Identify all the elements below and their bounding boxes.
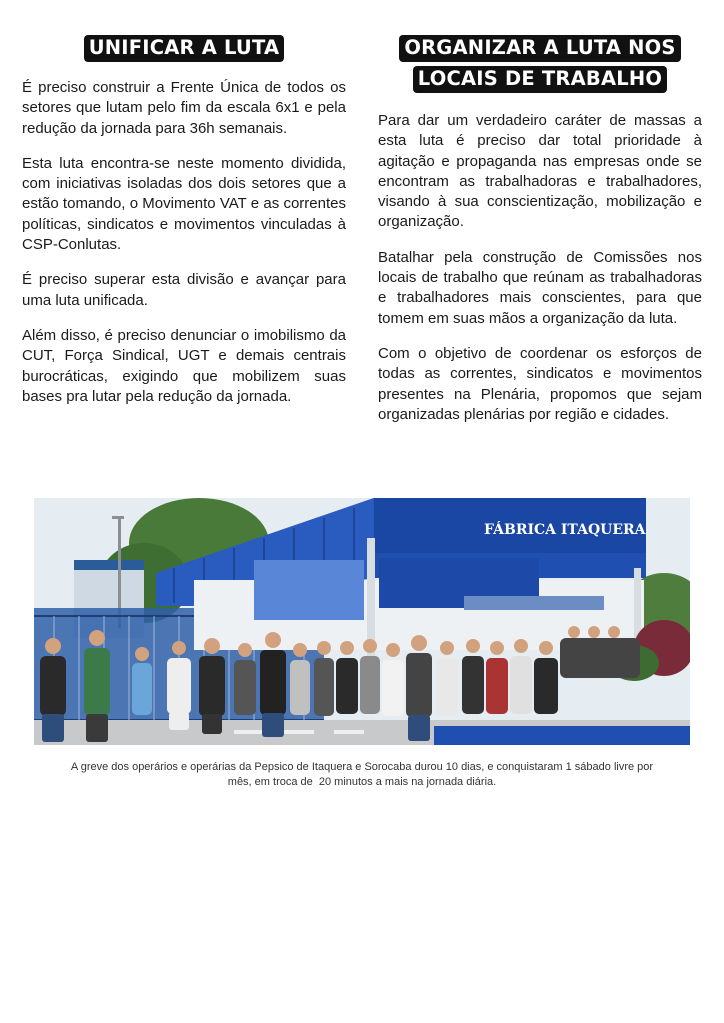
strike-photo [34,498,690,745]
right-heading-line-2: LOCAIS DE TRABALHO [413,66,667,93]
right-heading-line-1: ORGANIZAR A LUTA NOS [399,35,680,62]
left-paragraph-2: Esta luta encontra-se neste momento dividida, com iniciativas isoladas dos dois setores que a estão tomando, o Movimento VAT e as correntes políticas, sindicatos e movimentos vinculadas à CSP-Conlutas. [22,154,346,254]
caption-line-2: mês, em troca de 20 minutos a mais na jornada diária. [227,776,497,788]
photo-caption [40,760,684,790]
right-column [378,0,702,425]
left-paragraph-3: É preciso superar esta divisão e avançar para uma luta unificada. [22,271,346,309]
left-column [22,0,346,407]
caption-line-1: A greve dos operários e operárias da Pepsico de Itaquera e Sorocaba durou 10 dias, e conquistaram 1 sábado livre por [70,761,654,773]
left-paragraph-4: Além disso, é preciso denunciar o imobilismo da CUT, Força Sindical, UGT e demais centrais burocráticas, exigindo que mobilizem suas bases pra lutar pela redução da jornada. [22,326,346,405]
right-paragraph-2: Batalhar pela construção de Comissões nos locais de trabalho que reúnam as trabalhadoras e trabalhadores mais conscientes, para que tomem em suas mãos a organização da luta. [378,248,702,327]
right-paragraph-1: Para dar um verdadeiro caráter de massas a esta luta é preciso dar total prioridade à agitação e propaganda nas empresas onde se encontram as trabalhadoras e trabalhadores, visando à sua conscientização, mobilização e organização. [378,112,702,231]
left-paragraph-1: É preciso construir a Frente Única de todos os setores que lutam pelo fim da escala 6x1 e pela redução da jornada para 36h semanais. [22,79,346,137]
left-heading: UNIFICAR A LUTA [84,35,285,62]
factory-strike-illustration [34,498,690,745]
factory-sign: FÁBRICA ITAQUERA [484,522,646,538]
right-paragraph-3: Com o objetivo de coordenar os esforços de todas as correntes, sindicatos e movimentos presentes na Plenária, propomos que sejam organizadas plenárias por região e cidades. [378,344,702,423]
